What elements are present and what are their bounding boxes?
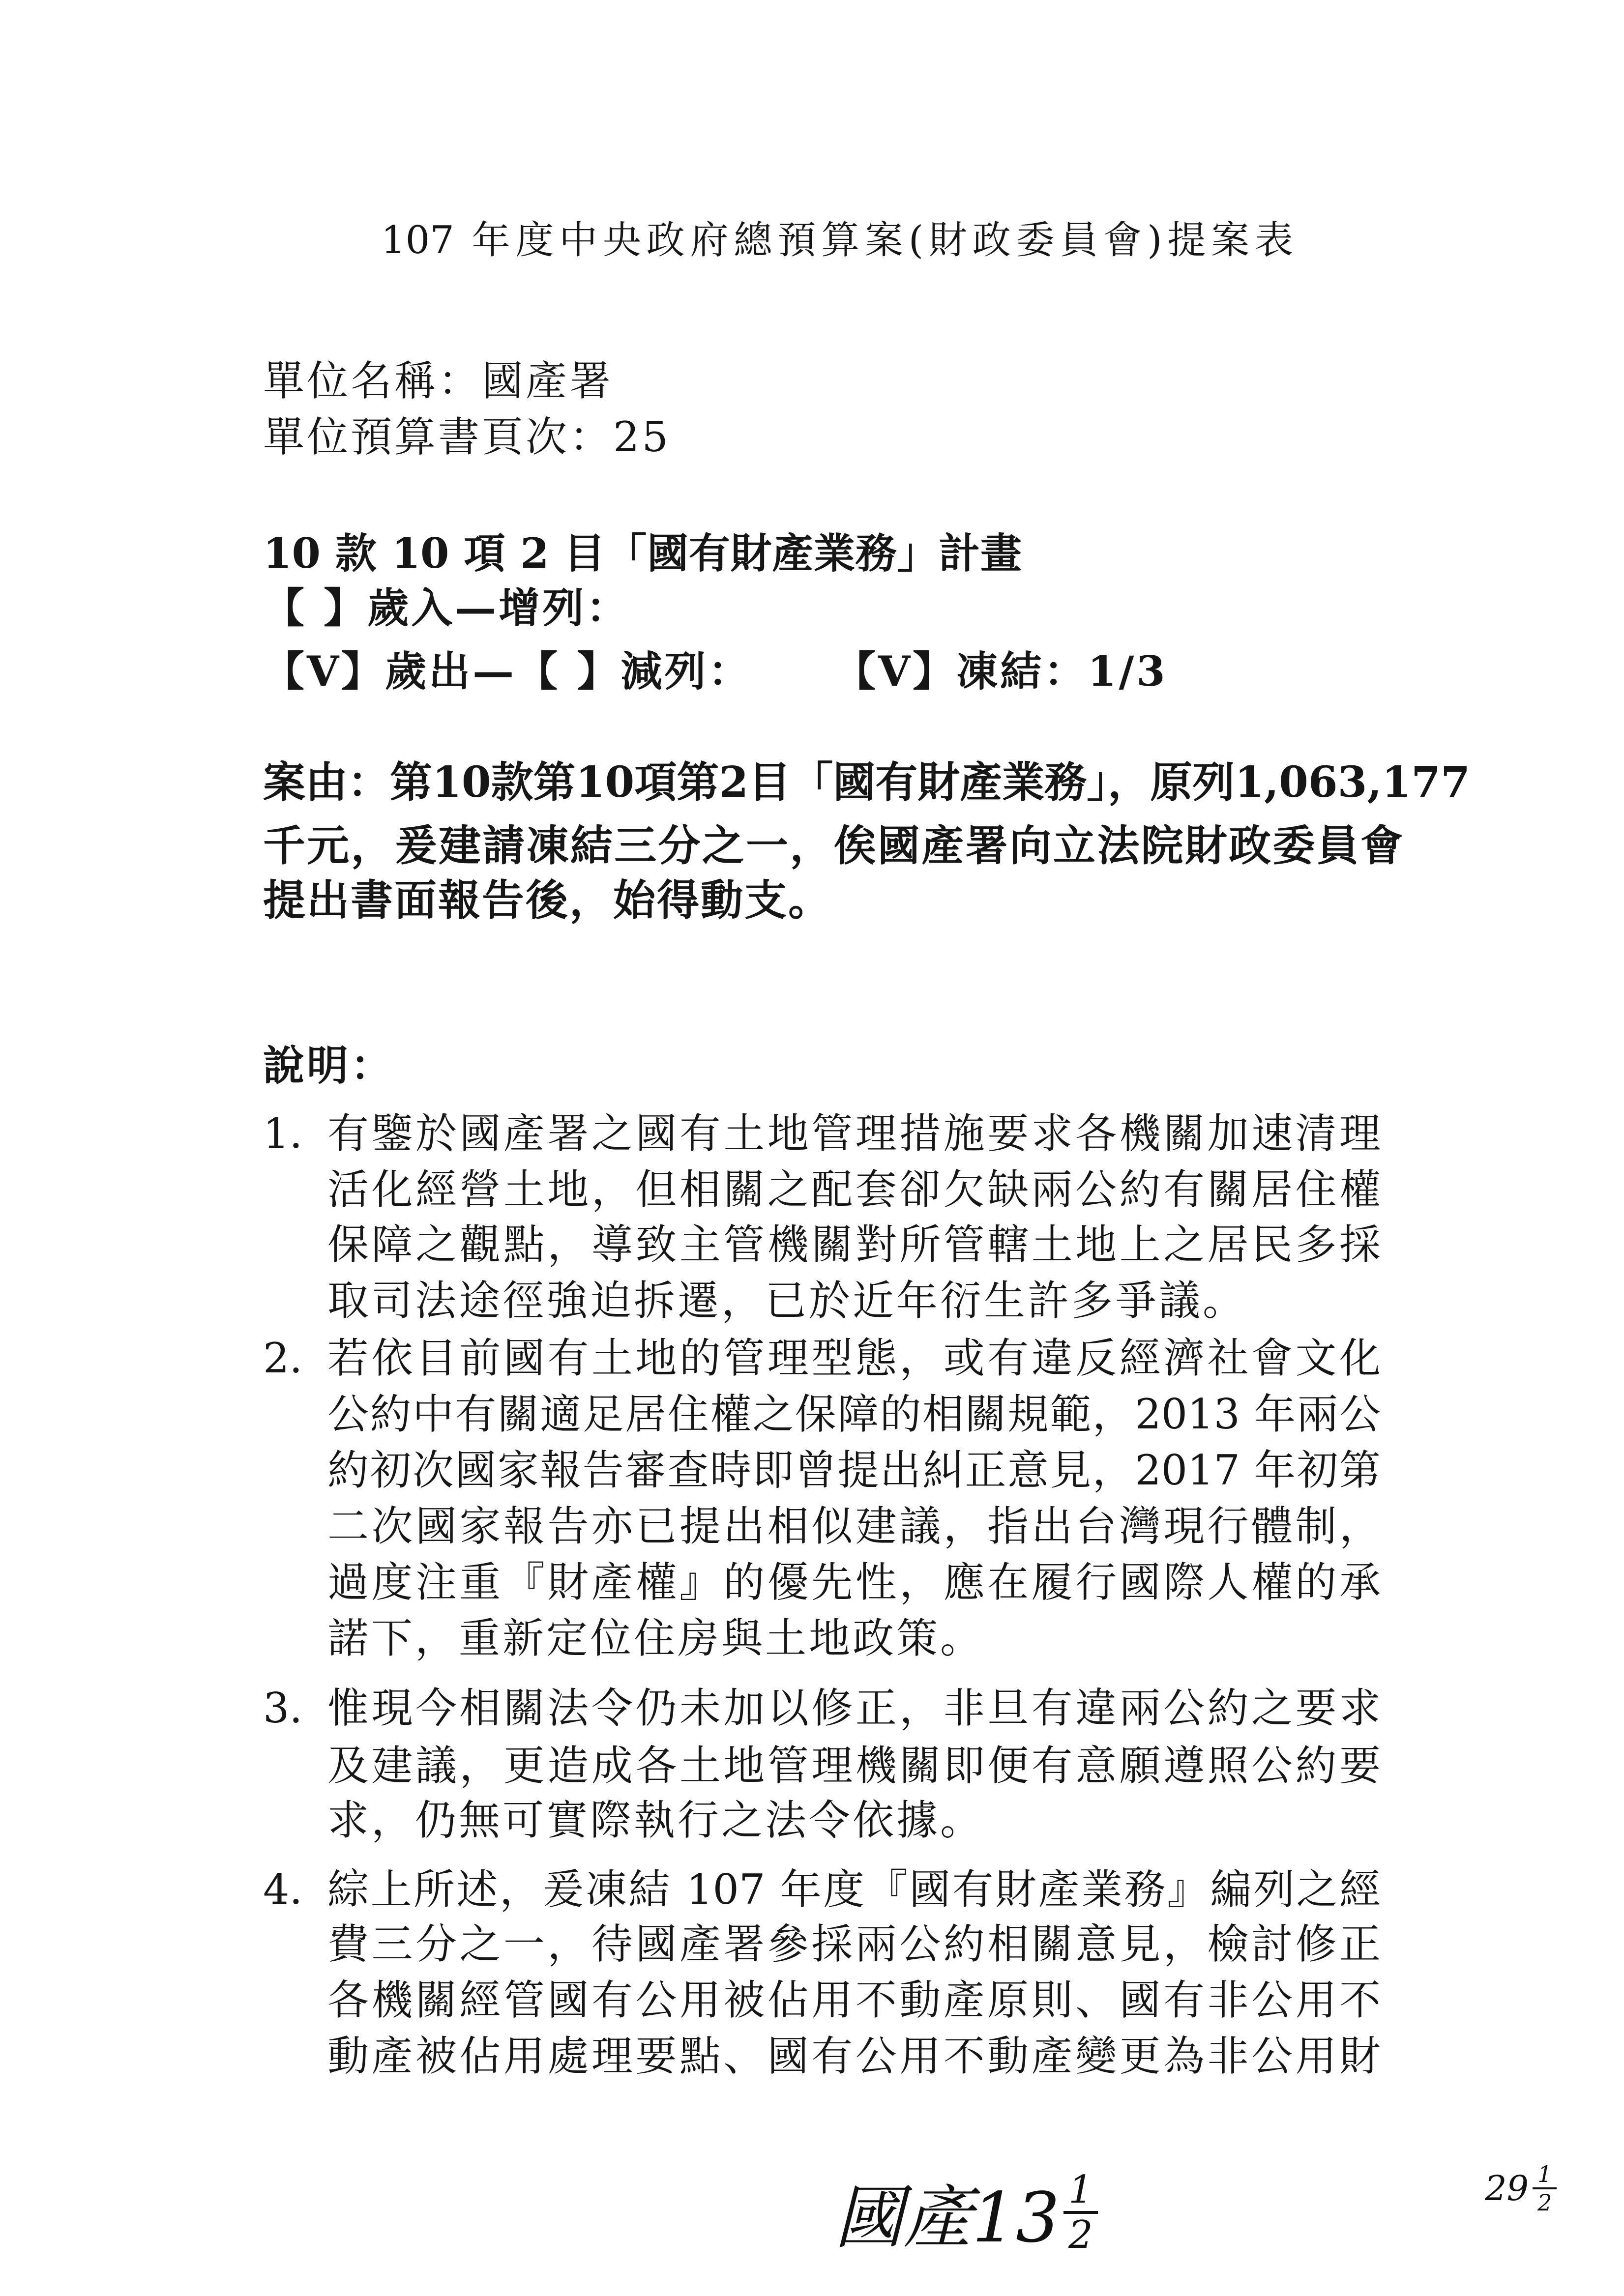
handwritten-note bbox=[834, 2163, 1098, 2262]
unit-budget-page-line: 單位預算書頁次：25 bbox=[263, 413, 671, 461]
item-line: 有鑒於國產署之國有土地管理措施要求各機關加速清理 bbox=[327, 1109, 1381, 1158]
motion-line: 千元，爰建請凍結三分之一，俟國產署向立法院財政委員會 bbox=[263, 821, 1403, 871]
item-line: 取司法途徑強迫拆遷，已於近年衍生許多爭議。 bbox=[327, 1277, 1247, 1325]
item-line: 約初次國家報告審查時即曾提出糾正意見，2017 年初第 bbox=[327, 1446, 1381, 1494]
item-line: 活化經營土地，但相關之配套卻欠缺兩公約有關居住權 bbox=[327, 1165, 1381, 1214]
fraction-denominator: 2 bbox=[1068, 2212, 1093, 2257]
item-line: 動產被佔用處理要點、國有公用不動產變更為非公用財 bbox=[327, 2032, 1381, 2080]
unit-name-line: 單位名稱：國產署 bbox=[263, 357, 614, 405]
item-line: 求，仍無可實際執行之法令依據。 bbox=[327, 1796, 984, 1844]
item-line: 各機關經管國有公用被佔用不動產原則、國有非公用不 bbox=[327, 1976, 1381, 2024]
document-title: 107 年度中央政府總預算案(財政委員會)提案表 bbox=[381, 218, 1293, 262]
item-line: 公約中有關適足居住權之保障的相關規範，2013 年兩公 bbox=[327, 1390, 1381, 1438]
explanation-heading: 說明： bbox=[263, 1041, 395, 1090]
freeze-line: 【V】凍結：1/3 bbox=[834, 647, 1168, 696]
item-line: 惟現今相關法令仍未加以修正，非旦有違兩公約之要求 bbox=[327, 1684, 1381, 1732]
program-heading: 10 款 10 項 2 目「國有財產業務」計畫 bbox=[263, 529, 1022, 578]
item-line: 諾下，重新定位住房與土地政策。 bbox=[327, 1614, 984, 1662]
handwritten-note-text: 國產13 bbox=[834, 2178, 1060, 2258]
fraction-numerator: 1 bbox=[1533, 2163, 1557, 2189]
revenue-increase-line: 【 】歲入—增列： bbox=[263, 583, 630, 632]
page-number-text: 29 bbox=[1485, 2168, 1529, 2209]
fraction-numerator: 1 bbox=[1063, 2171, 1098, 2214]
handwritten-note-fraction bbox=[1063, 2167, 1098, 2257]
page-number-fraction bbox=[1533, 2163, 1557, 2214]
fraction-denominator: 2 bbox=[1537, 2189, 1552, 2216]
motion-line: 提出書面報告後，始得動支。 bbox=[263, 875, 832, 925]
expenditure-reduction-line: 【V】歲出—【 】減列： bbox=[263, 647, 752, 696]
motion-line: 案由：第10款第10項第2目「國有財產業務」，原列1,063,177 bbox=[263, 757, 1470, 807]
item-number: 3. bbox=[263, 1684, 303, 1732]
item-line: 若依目前國有土地的管理型態，或有違反經濟社會文化 bbox=[327, 1334, 1381, 1382]
item-line: 保障之觀點，導致主管機關對所管轄土地上之居民多採 bbox=[327, 1221, 1381, 1269]
handwritten-page-number bbox=[1485, 2163, 1557, 2214]
item-number: 1. bbox=[263, 1109, 303, 1158]
item-line: 過度注重『財產權』的優先性，應在履行國際人權的承 bbox=[327, 1558, 1381, 1606]
item-number: 4. bbox=[263, 1865, 303, 1914]
item-line: 綜上所述，爰凍結 107 年度『國有財產業務』編列之經 bbox=[327, 1865, 1381, 1914]
item-line: 費三分之一，待國產署參採兩公約相關意見，檢討修正 bbox=[327, 1920, 1381, 1968]
item-line: 二次國家報告亦已提出相似建議，指出台灣現行體制， bbox=[327, 1502, 1381, 1550]
item-line: 及建議，更造成各土地管理機關即便有意願遵照公約要 bbox=[327, 1742, 1381, 1790]
item-number: 2. bbox=[263, 1334, 303, 1382]
